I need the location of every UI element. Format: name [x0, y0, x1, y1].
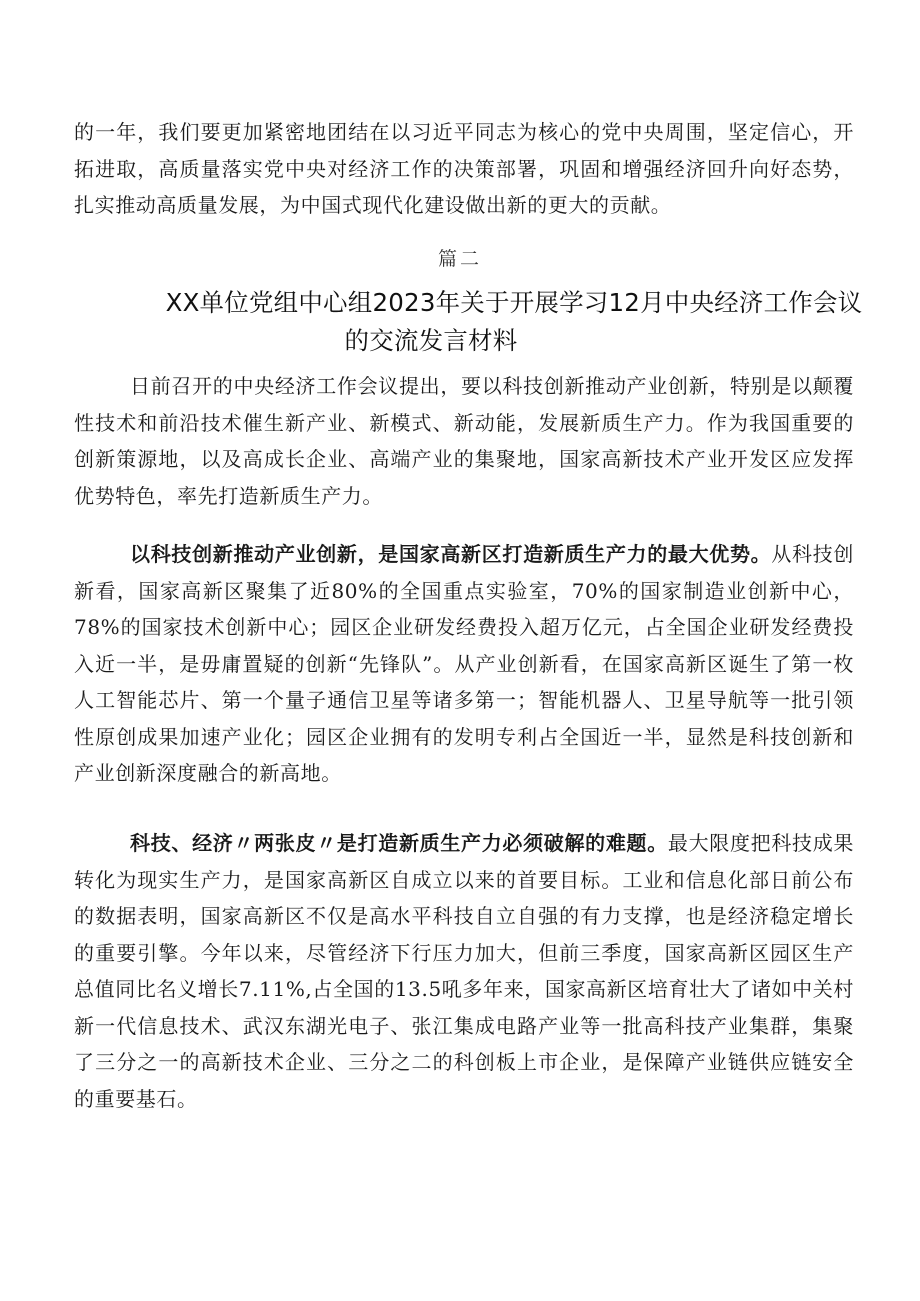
title-line-1: XX单位党组中心组2023年关于开展学习12月中央经济工作会议 [165, 288, 863, 317]
paragraph-1-body: 日前召开的中央经济工作会议提出，要以科技创新推动产业创新，特别是以颠覆性技术和前沿技术催生新产业、新模式、新动能，发展新质生产力。作为我国重要的创新策源地，以及高成长企业、高端产业的集聚地，国家高新技术产业开发区应发挥优势特色，率先打造新质生产力。 [74, 374, 854, 508]
paragraph-2 [74, 536, 854, 792]
paragraph-1 [74, 368, 854, 514]
paragraph-2-body: 从科技创新看，国家高新区聚集了近80%的全国重点实验室，70%的国家制造业创新中心，78%的国家技术创新中心；园区企业研发经费投入超万亿元，占全国企业研发经费投入近一半，是毋庸置疑的创新“先锋队”。从产业创新看，在国家高新区诞生了第一枚人工智能芯片、第一个量子通信卫星等诸多第一；智能机器人、卫星导航等一批引领性原创成果加速产业化；园区企业拥有的发明专利占全国近一半，显然是科技创新和产业创新深度融合的新高地。 [74, 542, 854, 785]
paragraph-3-body: 最大限度把科技成果转化为现实生产力，是国家高新区自成立以来的首要目标。工业和信息化部日前公布的数据表明，国家高新区不仅是高水平科技自立自强的有力支撑，也是经济稳定增长的重要引擎。今年以来，尽管经济下行压力加大，但前三季度，国家高新区园区生产总值同比名义增长7.11%,占全国的13.5吼多年来，国家高新区培育壮大了诸如中关村新一代信息技术、武汉东湖光电子、张江集成电路产业等一批高科技产业集群，集聚了三分之一的高新技术企业、三分之二的科创板上市企业，是保障产业链供应链安全的重要基石。 [74, 831, 854, 1111]
paragraph-2-lead: 以科技创新推动产业创新，是国家高新区打造新质生产力的最大优势。 [130, 542, 772, 566]
paragraph-3 [74, 825, 854, 1117]
document-title [60, 284, 880, 360]
title-line-2: 的交流发言材料 [344, 326, 518, 355]
section-label: 篇二 [437, 248, 482, 270]
paragraph-3-lead: 科技、经济〃两张皮〃是打造新质生产力必须破解的难题。 [130, 831, 668, 855]
intro-paragraph: 的一年，我们要更加紧密地团结在以习近平同志为核心的党中央周围，坚定信心，开拓进取，高质量落实党中央对经济工作的决策部署，巩固和增强经济回升向好态势，扎实推动高质量发展，为中国式现代化建设做出新的更大的贡献。 [74, 120, 854, 217]
